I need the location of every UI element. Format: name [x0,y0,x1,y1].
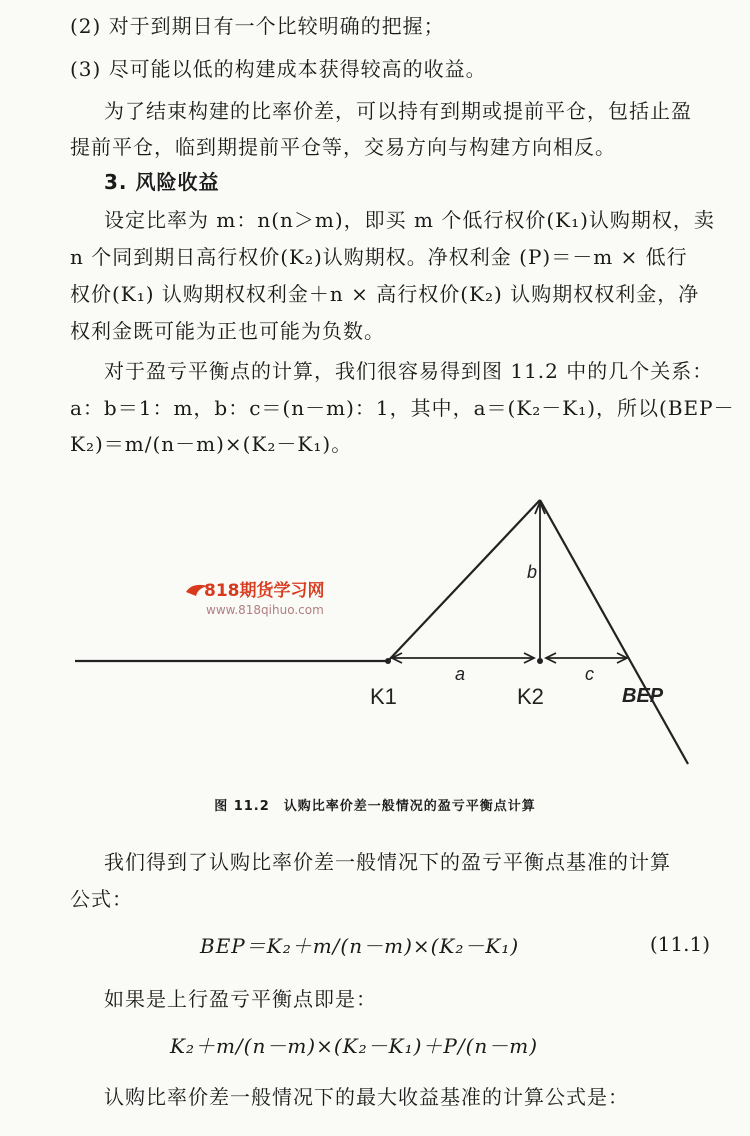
equation-number: (11.1) [649,932,710,956]
k1-point [385,658,391,664]
label-k1: K1 [370,684,397,709]
watermark-url: www.818qihuo.com [206,603,324,617]
paragraph-line: 认购比率价差一般情况下的最大收益基准的计算公式是： [104,1085,629,1109]
breakeven-diagram [0,478,750,778]
rising-payoff-line [388,500,540,661]
paragraph-line: 提前平仓，临到期提前平仓等，交易方向与构建方向相反。 [70,135,616,159]
figure-caption: 图 11.2 认购比率价差一般情况的盈亏平衡点计算 [214,799,536,814]
watermark-title: 818期货学习网 [204,581,325,601]
list-item-3: (3) 尽可能以低的构建成本获得较高的收益。 [70,57,487,81]
paragraph-line: 权利金既可能为正也可能为负数。 [70,319,385,343]
paragraph-line: 公式： [70,887,133,911]
equation-upper-bep: K₂＋m/(n－m)×(K₂－K₁)＋P/(n－m) [170,1034,539,1058]
label-bep: BEP [622,685,664,707]
paragraph-line: 我们得到了认购比率价差一般情况下的盈亏平衡点基准的计算 [104,850,671,874]
label-c: c [585,664,594,684]
equation-11-1: BEP＝K₂＋m/(n－m)×(K₂－K₁) [200,934,520,958]
paragraph-line: 设定比率为 m：n(n＞m)，即买 m 个低行权价(K₁)认购期权，卖 [104,208,715,232]
label-b: b [527,562,538,582]
paragraph-line: 对于盈亏平衡点的计算，我们很容易得到图 11.2 中的几个关系： [104,359,714,383]
label-a: a [455,664,466,684]
watermark-logo [186,580,325,617]
paragraph-line: a：b＝1：m，b：c＝(n－m)：1，其中，a＝(K₂－K₁)，所以(BEP－ [70,396,735,420]
paragraph-line: 权价(K₁) 认购期权权利金＋n × 高行权价(K₂) 认购期权权利金，净 [70,282,700,306]
k2-point [537,658,543,664]
paragraph-line: n 个同到期日高行权价(K₂)认购期权。净权利金 (P)＝－m × 低行 [70,245,688,269]
label-k2: K2 [517,684,544,709]
section-heading: 3. 风险收益 [104,170,220,194]
paragraph-line: 为了结束构建的比率价差，可以持有到期或提前平仓，包括止盈 [104,99,692,123]
paragraph-line: K₂)＝m/(n－m)×(K₂－K₁)。 [70,432,353,456]
list-item-2: (2) 对于到期日有一个比较明确的把握； [70,14,445,38]
falling-payoff-line [540,500,688,764]
paragraph-line: 如果是上行盈亏平衡点即是： [104,987,377,1011]
